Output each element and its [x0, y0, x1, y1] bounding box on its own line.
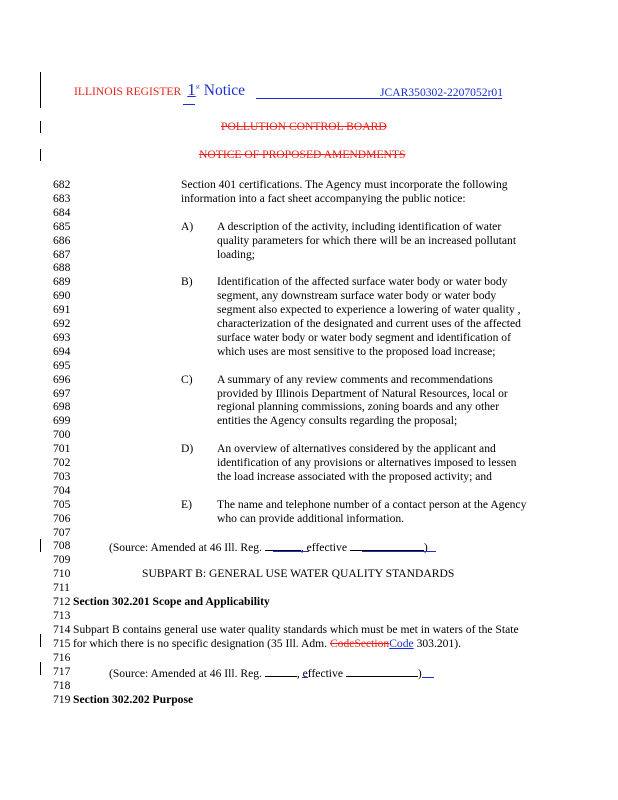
- line-number: 716: [53, 651, 71, 664]
- body-text-line: Identification of the affected surface water body or water body: [217, 275, 508, 288]
- line-number: 696: [53, 373, 71, 386]
- deleted-code: Code: [329, 637, 355, 650]
- register-blank: [265, 665, 297, 677]
- line-number: 712: [53, 595, 71, 608]
- body-text-line: which uses are most sensitive to the proposed load increase;: [217, 345, 496, 358]
- source-suffix: ): [423, 541, 428, 554]
- blue-underline-717b: [422, 677, 434, 678]
- line-number: 692: [53, 317, 71, 330]
- register-blank: [265, 539, 301, 551]
- list-item-label: C): [181, 373, 193, 386]
- change-bar-717: [40, 662, 41, 675]
- list-item-label: B): [181, 275, 193, 288]
- line-number: 691: [53, 303, 71, 316]
- line-number: 705: [53, 498, 71, 511]
- change-bar-board: [40, 121, 41, 133]
- citation-end: 303.201).: [413, 637, 462, 650]
- blue-underline-717a: [302, 677, 308, 678]
- line-number: 695: [53, 359, 71, 372]
- body-text-line: provided by Illinois Department of Natural Resources, local or: [217, 387, 508, 400]
- body-text-line: The name and telephone number of a contact person at the Agency: [217, 498, 527, 511]
- line-number: 711: [53, 581, 70, 594]
- jcar-id: JCAR350302-2207052r01: [380, 86, 504, 99]
- blue-underline-708a: [273, 551, 309, 552]
- body-text-line: characterization of the designated and current uses of the affected: [217, 317, 521, 330]
- line-number: 698: [53, 400, 71, 413]
- body-text-line: surface water body or water body segment and identification of: [217, 331, 511, 344]
- line-number: 706: [53, 512, 71, 525]
- body-text-line: A description of the activity, including identification of water: [217, 220, 502, 233]
- line-number: 713: [53, 609, 71, 622]
- line-number: 718: [53, 679, 71, 692]
- line-number: 687: [53, 248, 71, 261]
- subpart-b-description: Subpart B contains general use water quality standards which must be met in waters of the State: [73, 623, 519, 636]
- line-number: 702: [53, 456, 71, 469]
- line-number: 700: [53, 428, 71, 441]
- section-302-202-heading: Section 302.202 Purpose: [73, 693, 194, 706]
- page-header: [74, 80, 245, 100]
- line-number: 689: [53, 275, 71, 288]
- body-text-line: entities the Agency consults regarding the proposal;: [217, 414, 458, 427]
- line-number: 693: [53, 331, 71, 344]
- change-bar-715: [40, 634, 41, 647]
- body-text-line: segment also expected to experience a lowering of water quality ,: [217, 303, 521, 316]
- body-text-line: loading;: [217, 248, 255, 261]
- line-number: 717: [53, 665, 71, 678]
- list-item-label: D): [181, 442, 194, 455]
- body-text-line: segment, any downstream surface water body or water body: [217, 289, 497, 302]
- list-item-label: E): [181, 498, 192, 511]
- line-number: 701: [53, 442, 71, 455]
- subpart-heading: SUBPART B: GENERAL USE WATER QUALITY STANDARDS: [142, 567, 455, 580]
- body-text-line: An overview of alternatives considered by the applicant and: [217, 442, 496, 455]
- deleted-section: Section: [354, 637, 390, 650]
- source-prefix: (Source: Amended at 46 Ill. Reg.: [109, 667, 265, 680]
- line-number: 707: [53, 526, 71, 539]
- inserted-code: Code: [389, 637, 414, 650]
- line-number: 714: [53, 623, 71, 636]
- line-number: 703: [53, 470, 71, 483]
- source-mid: , effective: [296, 667, 346, 680]
- source-note-717: [109, 665, 422, 681]
- change-bar-708: [40, 539, 41, 552]
- change-bar-header: [40, 72, 41, 108]
- body-text-line: information into a fact sheet accompanying the public notice:: [181, 192, 466, 205]
- scope-citation-line: [73, 637, 461, 651]
- body-text-line: the load increase associated with the proposed activity; and: [217, 470, 492, 483]
- section-302-201-heading: Section 302.201 Scope and Applicability: [73, 595, 270, 608]
- citation-text: for which there is no specific designation (35 Ill. Adm.: [73, 637, 330, 650]
- body-text-line: who can provide additional information.: [217, 512, 405, 525]
- line-number: 719: [53, 693, 71, 706]
- line-number: 704: [53, 484, 71, 497]
- source-mid: , effective: [300, 541, 350, 554]
- date-blank: [346, 665, 418, 677]
- register-title: ILLINOIS REGISTER: [74, 85, 182, 98]
- list-item-label: A): [181, 220, 194, 233]
- line-number: 688: [53, 261, 71, 274]
- line-number: 690: [53, 289, 71, 302]
- line-number: 685: [53, 220, 71, 233]
- line-number: 697: [53, 387, 71, 400]
- notice-type: NOTICE OF PROPOSED AMENDMENTS: [199, 148, 406, 161]
- line-number: 682: [53, 178, 71, 191]
- line-number: 709: [53, 553, 71, 566]
- change-bar-notice: [40, 149, 41, 161]
- source-prefix: (Source: Amended at 46 Ill. Reg.: [109, 541, 265, 554]
- body-text-line: A summary of any review comments and recommendations: [217, 373, 493, 386]
- blue-underline-708b: [362, 551, 436, 552]
- line-number: 694: [53, 345, 71, 358]
- date-blank: [350, 539, 424, 551]
- page-number-suffix: st: [195, 84, 200, 91]
- line-number: 684: [53, 206, 71, 219]
- page-number: 1: [187, 80, 196, 99]
- body-text-line: quality parameters for which there will be an increased pollutant: [217, 234, 517, 247]
- line-number: 683: [53, 192, 71, 205]
- body-text-line: regional planning commissions, zoning boards and any other: [217, 400, 500, 413]
- board-name: POLLUTION CONTROL BOARD: [221, 120, 387, 133]
- body-text-line: Section 401 certifications. The Agency must incorporate the following: [181, 178, 508, 191]
- line-number: 699: [53, 414, 71, 427]
- body-text-line: identification of any provisions or alternatives imposed to lessen: [217, 456, 517, 469]
- notice-label: Notice: [203, 82, 246, 99]
- page-num-underline-2: [183, 104, 195, 105]
- line-number: 708: [53, 539, 71, 552]
- source-suffix: ): [417, 667, 422, 680]
- line-number: 710: [53, 567, 71, 580]
- line-number: 715: [53, 637, 71, 650]
- line-number: 686: [53, 234, 71, 247]
- source-note-708: [109, 539, 428, 555]
